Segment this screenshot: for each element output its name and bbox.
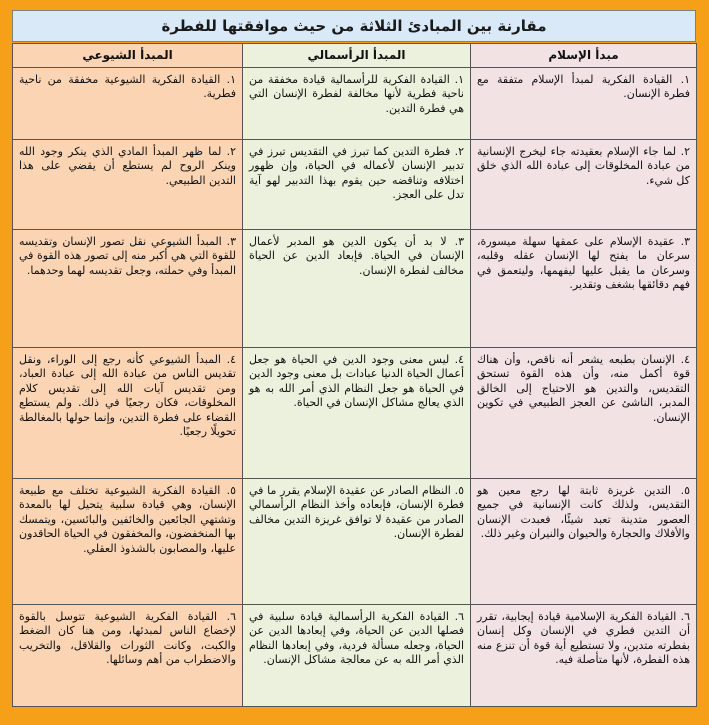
table-row	[13, 230, 697, 348]
cell-islam: ٣. عقيدة الإسلام على عمقها سهلة ميسورة، سرعان ما يفتح لها الإنسان عقله وقلبه، وسرعان ما يقبل عليها ليفهمها، وليتعمق في فهم دقائقها بشغف وتقدير.	[471, 230, 697, 348]
header-communism: المبدأ الشيوعي	[13, 44, 243, 68]
cell-capitalism: ٤. ليس معنى وجود الدين في الحياة هو جعل أعمال الحياة الدنيا عبادات بل معنى وجود الدين في الحياة هو جعل النظام الذي أمر الله به هو الذي يعالج مشاكل الإنسان في الحياة.	[243, 348, 471, 479]
cell-capitalism: ٣. لا بد أن يكون الدين هو المدبر لأعمال الإنسان في الحياة. فإبعاد الدين عن الحياة مخالف لفطرة الإنسان.	[243, 230, 471, 348]
cell-capitalism: ٢. فطرة التدين كما تبرز في التقديس تبرز في تدبير الإنسان لأعماله في الحياة، وإن ظهور اختلافه وتناقضه حين يقوم بهذا التدبير لهو آية تدل على العجز.	[243, 140, 471, 230]
cell-communism: ٢. لما ظهر المبدأ المادي الذي ينكر وجود الله وينكر الروح لم يستطع أن يقضي على هذا التدين الطبيعي.	[13, 140, 243, 230]
header-islam: مبدأ الإسلام	[471, 44, 697, 68]
table-row	[13, 605, 697, 707]
cell-communism: ٤. المبدأ الشيوعي كأنه رجع إلى الوراء، ونقل تقديس الناس من عبادة الله إلى عبادة العباد، ومن تقديس آيات الله إلى تقديس كلام المخلوقات، فكان رجعيًا في ذلك. ولم يستطع القضاء على فطرة التدين، وإنما حولها بالمغالطة تحويلًا رجعيًا.	[13, 348, 243, 479]
cell-islam: ١. القيادة الفكرية لمبدأ الإسلام متفقة مع فطرة الإنسان.	[471, 68, 697, 140]
table-title: مقارنة بين المبادئ الثلاثة من حيث موافقتها للفطرة	[12, 10, 696, 42]
cell-islam: ٢. لما جاء الإسلام بعقيدته جاء ليخرج الإنسانية من عبادة المخلوقات إلى عبادة الله الذي خلق كل شيء.	[471, 140, 697, 230]
cell-islam: ٤. الإنسان بطبعه يشعر أنه ناقص، وأن هناك قوة أكمل منه، وأن هذه القوة تستحق التقديس، والتدين هو الاحتياج إلى الخالق المدبر، الناشئ عن العجز الطبيعي في تكوين الإنسان.	[471, 348, 697, 479]
table-row	[13, 140, 697, 230]
cell-islam: ٦. القيادة الفكرية الإسلامية قيادة إيجابية، تقرر أن التدين فطري في الإنسان وكل إنسان بفطرته متدين، ولا تستطيع أية قوة أن تنزع منه هذه الفطرة، لأنها متأصلة فيه.	[471, 605, 697, 707]
cell-communism: ٣. المبدأ الشيوعي نقل تصور الإنسان وتقديسه للقوة التي هي أكبر منه إلى تصور هذه القوة في المبدأ وفي حملته، وجعل تقديسه لهما وحدهما.	[13, 230, 243, 348]
comparison-table	[12, 43, 697, 707]
cell-capitalism: ١. القيادة الفكرية للرأسمالية قيادة مخفقة من ناحية فطرية لأنها مخالفة لفطرة الإنسان التي هي فطرة التدين.	[243, 68, 471, 140]
cell-communism: ١. القيادة الفكرية الشيوعية مخفقة من ناحية فطرية.	[13, 68, 243, 140]
table-row	[13, 479, 697, 605]
header-capitalism: المبدأ الرأسمالي	[243, 44, 471, 68]
table-row	[13, 68, 697, 140]
table-row	[13, 348, 697, 479]
cell-capitalism: ٥. النظام الصادر عن عقيدة الإسلام يقرر ما في فطرة الإنسان، فإبعاده وأخذ النظام الرأسمالي الصادر من عقيدة لا توافق غريزة التدين مخالف لفطرة الإنسان.	[243, 479, 471, 605]
cell-communism: ٦. القيادة الفكرية الشيوعية تتوسل بالقوة لإخضاع الناس لمبدئها، ومن هنا كان الضغط والكبت، وكانت الثورات والقلاقل، والتخريب والاضطراب من أهم وسائلها.	[13, 605, 243, 707]
cell-communism: ٥. القيادة الفكرية الشيوعية تختلف مع طبيعة الإنسان، وهي قيادة سلبية يتحيل لها بالمعدة وتشتهي الجائعين والخائفين والبائسين، ويتمسك بها المنخفضون، والمخفقون في الحياة الحاقدون عليها، والمصابون بالشذوذ العقلي.	[13, 479, 243, 605]
cell-islam: ٥. التدين غريزة ثابتة لها رجع معين هو التقديس، ولذلك كانت الإنسانية في جميع العصور متدينة تعبد شيئًا، فعبدت الإنسان والأفلاك والحجارة والحيوان والنيران وغير ذلك.	[471, 479, 697, 605]
header-row	[13, 44, 697, 68]
cell-capitalism: ٦. القيادة الفكرية الرأسمالية قيادة سلبية في فصلها الدين عن الحياة، وفي إبعادها الدين عن الحياة، وجعله مسألة فردية، وفي إبعادها النظام الذي أمر الله به عن معالجة مشاكل الإنسان.	[243, 605, 471, 707]
